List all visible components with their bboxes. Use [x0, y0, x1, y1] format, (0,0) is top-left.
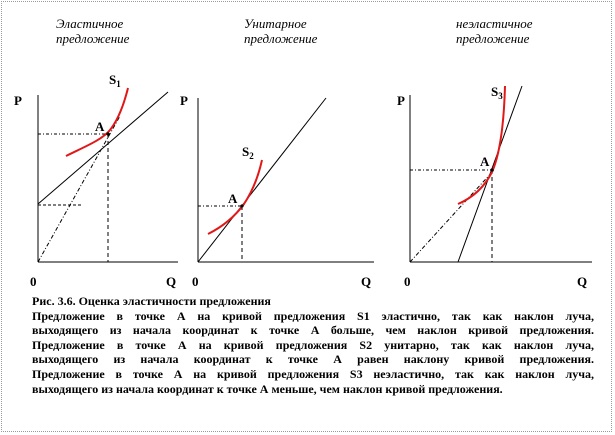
- panel-3-point-label: A: [480, 154, 490, 169]
- panel-2-p-label: P: [180, 93, 188, 108]
- panel-3-curve-label: $S_3$: [491, 84, 503, 101]
- panel-1-title-line-2: предложение: [56, 31, 130, 46]
- panel-2-title-line-1: Унитарное: [244, 16, 307, 31]
- panel-3-q-label: Q: [577, 274, 588, 289]
- panel-2-diagram: [180, 93, 374, 289]
- panel-3-origin-ray: [410, 170, 494, 262]
- panel-2-curve-label: $S_2$: [242, 144, 254, 161]
- panel-1-diagram: [14, 72, 178, 289]
- panel-2-point-a: [240, 204, 243, 207]
- panel-3-point-a: [490, 168, 493, 171]
- panel-3-supply-curve: [458, 86, 505, 204]
- panel-1-point-a: [106, 132, 109, 135]
- caption-line-3: Предложение в точке А на кривой предложения S2 унитарно, так как наклон луча,: [32, 337, 594, 352]
- panel-2-origin-ray: [198, 98, 326, 262]
- panel-1-q-label: Q: [166, 274, 177, 289]
- panel-1-point-label: A: [95, 119, 105, 134]
- panel-3-diagram: [397, 84, 592, 289]
- caption-line-1: Предложение в точке А на кривой предложения S1 эластично, так как наклон луча,: [32, 308, 594, 323]
- panel-2-origin-label: 0: [192, 274, 199, 289]
- panel-3-title-line-2: предложение: [456, 31, 530, 46]
- caption-line-2: выходящего из начала координат к точке А больше, чем наклон кривой предложения.: [32, 323, 594, 338]
- panel-1-curve-label: $S_1$: [109, 72, 121, 89]
- panel-1-tangent-line: [38, 92, 168, 204]
- caption-line-6: выходящего из начала координат к точке А меньше, чем наклон кривой предложения.: [32, 381, 503, 396]
- panel-3-origin-label: 0: [404, 274, 411, 289]
- panel-2-title-line-2: предложение: [244, 31, 318, 46]
- panel-1-title-line-1: Эластичное: [56, 16, 124, 31]
- panel-3-title-line-1: неэластичное: [456, 16, 533, 31]
- panel-1-origin-label: 0: [30, 274, 37, 289]
- panel-2-point-label: A: [228, 191, 238, 206]
- caption-line-5: Предложение в точке А на кривой предложения S3 неэластично, так как наклон луча,: [32, 366, 594, 381]
- caption-title: Рис. 3.6. Оценка эластичности предложения: [32, 294, 271, 308]
- panel-1-p-label: P: [14, 93, 22, 108]
- figure-caption: [32, 294, 594, 396]
- panel-2-q-label: Q: [361, 274, 372, 289]
- panel-3-p-label: P: [397, 93, 405, 108]
- caption-line-4: выходящего из начала координат к точке А равен наклону кривой предложения.: [32, 352, 594, 367]
